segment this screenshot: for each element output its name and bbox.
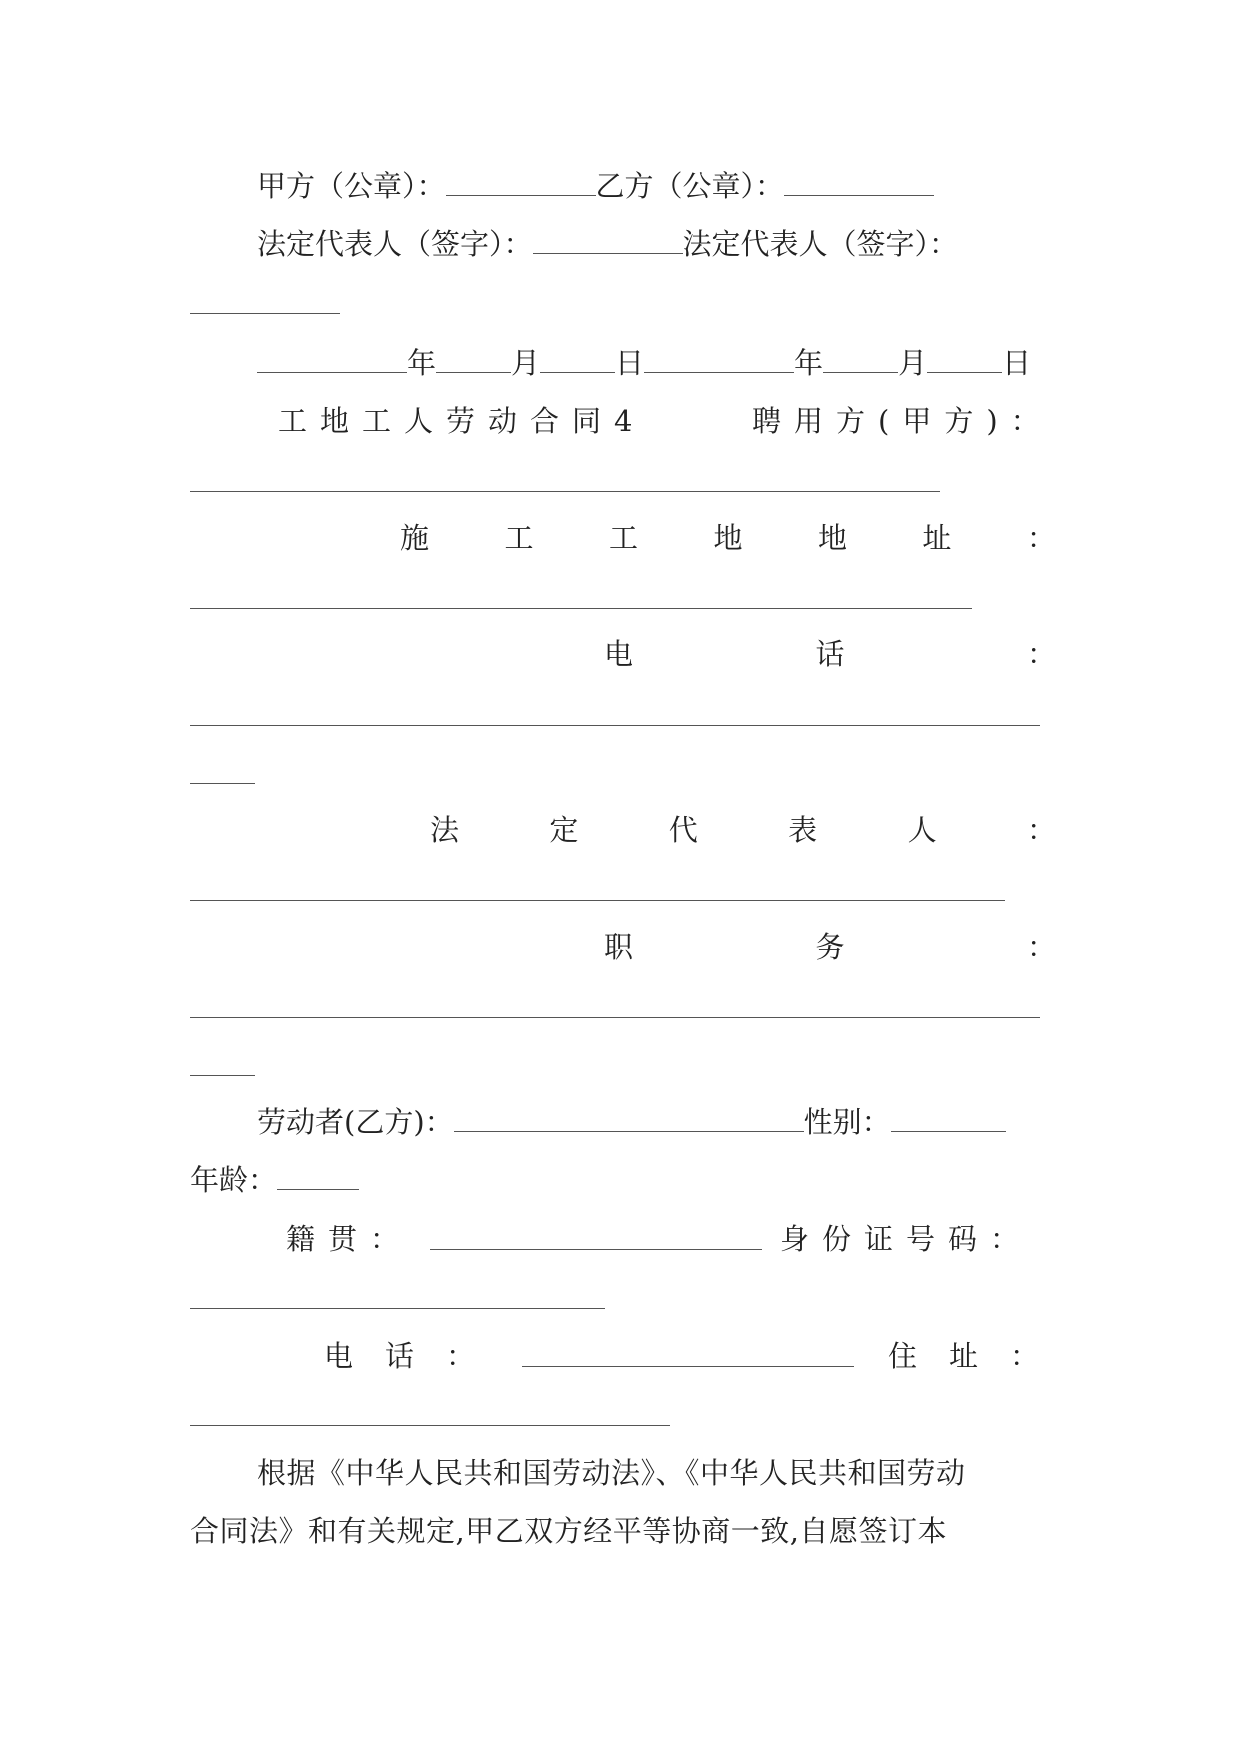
date-a-month-label: 月 [511,346,541,380]
legal-rep-char: ： [1026,813,1056,847]
legal-rep-char: 人 [907,813,937,847]
worker-name-blank[interactable] [454,1105,804,1132]
party-a-seal-blank[interactable] [446,169,596,196]
position-blank-cont[interactable] [190,1075,255,1076]
worker-label: 劳动者(乙方)： [257,1105,454,1139]
position-char: ： [1026,930,1056,964]
legal-rep-char: 法 [430,813,460,847]
date-b-month-blank[interactable] [823,346,898,373]
site-address-char: 施 [400,521,430,555]
age-row [190,1162,359,1198]
site-address-char: 地 [817,521,847,555]
gender-label: 性别： [803,1105,891,1139]
worker-phone-label: 电话： [324,1339,508,1373]
date-row [257,345,1031,381]
age-blank[interactable] [277,1163,359,1190]
position-label [190,929,1056,965]
legal-rep-sign-b-blank[interactable] [190,313,340,314]
date-a-day-blank[interactable] [540,346,615,373]
party-b-seal-blank[interactable] [784,169,934,196]
legal-rep-label [190,812,1056,848]
legal-rep-sign-row [257,226,958,262]
id-number-label: 身份证号码： [780,1222,1033,1256]
contract-title: 工地工人劳动合同4 [278,404,646,438]
date-a-year-label: 年 [407,346,437,380]
date-b-year-label: 年 [794,346,824,380]
site-address-blank[interactable] [190,608,972,609]
worker-row [257,1104,1006,1140]
employer-label: 聘用方(甲方)： [752,404,1053,438]
site-address-char: 工 [504,521,534,555]
employer-phone-blank[interactable] [190,725,1040,726]
legal-rep-sign-b-label: 法定代表人（签字）： [682,227,959,261]
position-blank[interactable] [190,1017,1040,1018]
date-a-year-blank[interactable] [257,346,407,373]
legal-rep-sign-a-blank[interactable] [533,227,683,254]
age-label: 年龄： [190,1163,278,1197]
site-address-char: 地 [713,521,743,555]
party-a-seal-label: 甲方（公章）： [257,169,446,203]
worker-phone-blank[interactable] [522,1366,854,1367]
employer-blank[interactable] [190,491,940,492]
site-address-char: ： [1026,521,1056,555]
date-b-month-label: 月 [898,346,928,380]
body-text-line: 根据《中华人民共和国劳动法》、《中华人民共和国劳动 [257,1456,966,1490]
position-char: 务 [815,930,845,964]
id-number-blank[interactable] [190,1308,605,1309]
employer-phone-char: 话 [815,637,845,671]
site-address-char: 址 [922,521,952,555]
legal-rep-char: 代 [668,813,698,847]
employer-phone-label [190,636,1056,672]
position-char: 职 [604,930,634,964]
seal-row [257,168,934,204]
date-b-year-blank[interactable] [644,346,794,373]
employer-phone-char: 电 [604,637,634,671]
date-a-month-blank[interactable] [436,346,511,373]
site-address-char: 工 [608,521,638,555]
site-address-label [190,520,1056,556]
address-blank[interactable] [190,1425,670,1426]
native-place-blank[interactable] [430,1249,762,1250]
employer-phone-blank-cont[interactable] [190,783,255,784]
gender-blank[interactable] [891,1105,1006,1132]
date-b-day-label: 日 [1002,346,1032,380]
legal-rep-blank[interactable] [190,900,1005,901]
legal-rep-char: 定 [549,813,579,847]
legal-rep-sign-a-label: 法定代表人（签字）： [257,227,533,261]
body-text-line: 合同法》和有关规定,甲乙双方经平等协商一致,自愿签订本 [190,1514,947,1548]
date-a-day-label: 日 [615,346,645,380]
native-place-label: 籍贯： [286,1222,413,1256]
date-b-day-blank[interactable] [927,346,1002,373]
party-b-seal-label: 乙方（公章）： [595,169,785,203]
legal-rep-char: 表 [788,813,818,847]
employer-phone-char: ： [1026,637,1056,671]
address-label: 住址： [888,1339,1072,1373]
